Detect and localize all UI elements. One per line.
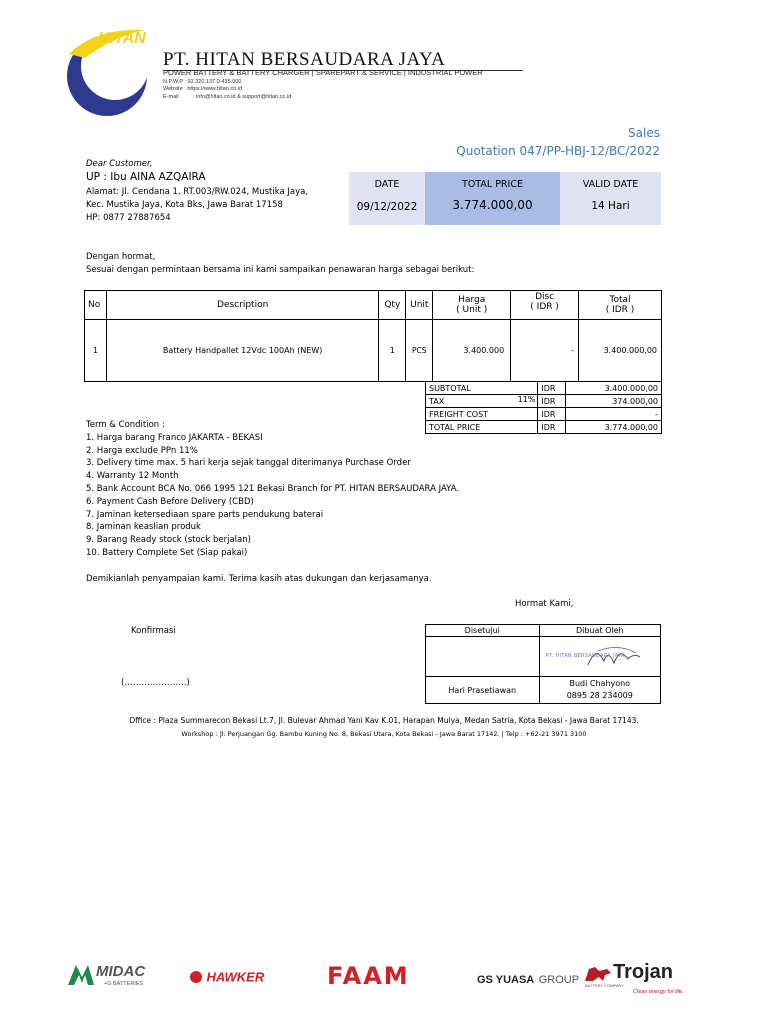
- made-by-name: Budi Chahyono: [569, 679, 631, 688]
- customer-up: UP : Ibu AINA AZQAIRA: [86, 171, 206, 183]
- col-description: Description: [106, 291, 378, 320]
- col-disc: Disc ( IDR ): [511, 291, 579, 320]
- totals-value: -: [566, 408, 662, 421]
- konfirmasi-label: Konfirmasi: [131, 626, 176, 636]
- gs-yuasa-text: GS YUASA: [477, 974, 535, 986]
- midac-subtext: +G BATTERIES: [104, 981, 144, 987]
- trojan-subtext: BATTERY COMPANY: [585, 983, 625, 988]
- trojan-tagline: Clean energy for life.: [633, 989, 684, 995]
- summary-box: [349, 172, 661, 225]
- totals-cur: IDR: [538, 408, 566, 421]
- made-by-signature: [539, 637, 660, 677]
- footer-workshop: Workshop : Jl. Perjuangan Gg. Bambu Kuning No. 8, Bekasi Utara, Kota Bekasi - Jawa Barat 17142. | Telp : +62-21 3971 3100: [181, 730, 587, 738]
- item-disc: -: [511, 320, 579, 382]
- totals-label: SUBTOTAL: [429, 383, 471, 393]
- quotation-number: Quotation 047/PP-HBJ-12/BC/2022: [456, 144, 660, 158]
- approved-signature-space: [426, 637, 540, 677]
- intro-text: Sesuai dengan permintaan bersama ini kami sampaikan penawaran harga sebagai berikut:: [86, 265, 475, 275]
- summary-total-label: TOTAL PRICE: [462, 179, 523, 190]
- footer-office: Office : Plaza Summarecon Bekasi Lt.7, Jl. Bulevar Ahmad Yani Kav K.01, Harapan Mulya, Medan Satria, Kota Bekasi - Jawa Barat 17143.: [129, 716, 639, 725]
- konfirmasi-blank: (………………….): [121, 678, 190, 688]
- brand-faam-logo: FAAM: [327, 962, 410, 990]
- signature-table: [425, 624, 661, 704]
- closing-text: Demikianlah penyampaian kami. Terima kasih atas dukungan dan kerjasamanya.: [86, 574, 432, 584]
- company-email[interactable]: : info@hitan.co.id & support@hitan.co.id: [193, 94, 292, 100]
- customer-address-1: Alamat: Jl. Cendana 1, RT.003/RW.024, Mustika Jaya,: [86, 187, 309, 197]
- summary-valid: 14 Hari: [591, 200, 630, 212]
- item-description: Battery Handpallet 12Vdc 100Ah (NEW): [106, 320, 378, 382]
- item-no: 1: [85, 320, 107, 382]
- col-unit: Unit: [406, 291, 433, 320]
- totals-value: 3.774.000,00: [566, 421, 662, 434]
- terms-section: [86, 419, 526, 560]
- brand-gs-yuasa-logo: [477, 970, 579, 988]
- terms-item: 7. Jaminan ketersediaan spare parts pendukung baterai: [86, 509, 324, 520]
- totals-label: FREIGHT COST: [429, 409, 489, 419]
- terms-item: 6. Payment Cash Before Delivery (CBD): [86, 496, 254, 507]
- totals-value: 3.400.000,00: [566, 382, 662, 395]
- hawker-text: HAWKER: [206, 969, 265, 985]
- intro-greeting: Dengan hormat,: [86, 252, 156, 262]
- approved-label: Disetujui: [426, 625, 540, 637]
- col-total: Total ( IDR ): [579, 291, 662, 320]
- item-total: 3.400.000,00: [579, 320, 662, 382]
- summary-date-label: DATE: [374, 179, 400, 190]
- hawker-icon: [190, 971, 202, 983]
- terms-item: 8. Jaminan keaslian produk: [86, 522, 201, 533]
- customer-greeting: Dear Customer,: [86, 159, 153, 169]
- company-name: PT. HITAN BERSAUDARA JAYA: [163, 49, 446, 70]
- col-harga: Harga ( Unit ): [433, 291, 511, 320]
- terms-item: 4. Warranty 12 Month: [86, 471, 179, 482]
- summary-valid-label: VALID DATE: [582, 179, 639, 190]
- item-qty: 1: [379, 320, 406, 382]
- summary-date: 09/12/2022: [356, 201, 418, 213]
- doc-type: Sales: [628, 126, 660, 140]
- made-by-label: Dibuat Oleh: [539, 625, 660, 637]
- items-table: [84, 290, 662, 382]
- totals-pct: 11%: [517, 395, 536, 404]
- col-no: No: [85, 291, 107, 320]
- terms-item: 2. Harga exclude PPn 11%: [86, 445, 198, 456]
- item-harga: 3.400.000: [433, 320, 511, 382]
- brand-midac-logo: [66, 961, 171, 991]
- summary-total: 3.774.000,00: [452, 198, 533, 212]
- terms-item: 10. Battery Complete Set (Siap pakai): [86, 547, 248, 558]
- totals-row: [426, 382, 662, 395]
- stamp-text: PT. HITAN BERSAUDARA JAYA: [545, 653, 625, 659]
- customer-phone: HP: 0877 27887654: [86, 213, 171, 223]
- totals-label: TAX: [429, 396, 445, 406]
- regards-text: Hormat Kami,: [515, 599, 574, 609]
- brand-hawker-logo: [190, 968, 264, 986]
- terms-title: Term & Condition :: [86, 420, 165, 430]
- company-tagline: POWER BATTERY & BATTERY CHARGER | SPAREPART & SERVICE | INDUSTRIAL POWER: [163, 68, 483, 77]
- trojan-horse-icon: [583, 965, 613, 983]
- approved-name: Hari Prasetiawan: [426, 677, 540, 704]
- company-logo: [55, 22, 165, 118]
- totals-cur: IDR: [538, 382, 566, 395]
- item-unit: PCS: [406, 320, 433, 382]
- gs-group-text: GROUP: [538, 974, 580, 986]
- made-by-phone: 0895 28 234009: [566, 691, 633, 700]
- midac-text: MIDAC: [96, 963, 146, 980]
- table-row: [85, 320, 662, 382]
- logo-text: HITAN: [98, 30, 146, 47]
- totals-row: [426, 395, 662, 408]
- customer-address-2: Kec. Mustika Jaya, Kota Bks, Jawa Barat 17158: [86, 200, 283, 210]
- totals-cur: IDR: [538, 421, 566, 434]
- terms-item: 5. Bank Account BCA No. 066 1995 121 Bekasi Branch for PT. HITAN BERSAUDARA JAYA.: [86, 483, 460, 494]
- terms-item: 9. Barang Ready stock (stock berjalan): [86, 535, 251, 546]
- col-qty: Qty: [379, 291, 406, 320]
- totals-label: TOTAL PRICE: [429, 422, 481, 432]
- terms-item: 3. Delivery time max. 5 hari kerja sejak tanggal diterimanya Purchase Order: [86, 458, 411, 469]
- company-email-label: E-mail: [163, 94, 179, 100]
- brand-trojan-logo: [583, 961, 693, 1001]
- terms-item: 1. Harga barang Franco JAKARTA - BEKASI: [86, 432, 263, 443]
- totals-cur: IDR: [538, 395, 566, 408]
- trojan-text: Trojan: [613, 961, 674, 983]
- company-npwp: N.P.W.P : 92.320.137.0-435.000: [163, 79, 242, 85]
- midac-icon: [66, 963, 96, 987]
- company-website[interactable]: Website : https://www.hitan.co.id: [163, 86, 243, 92]
- totals-value: 374.000,00: [566, 395, 662, 408]
